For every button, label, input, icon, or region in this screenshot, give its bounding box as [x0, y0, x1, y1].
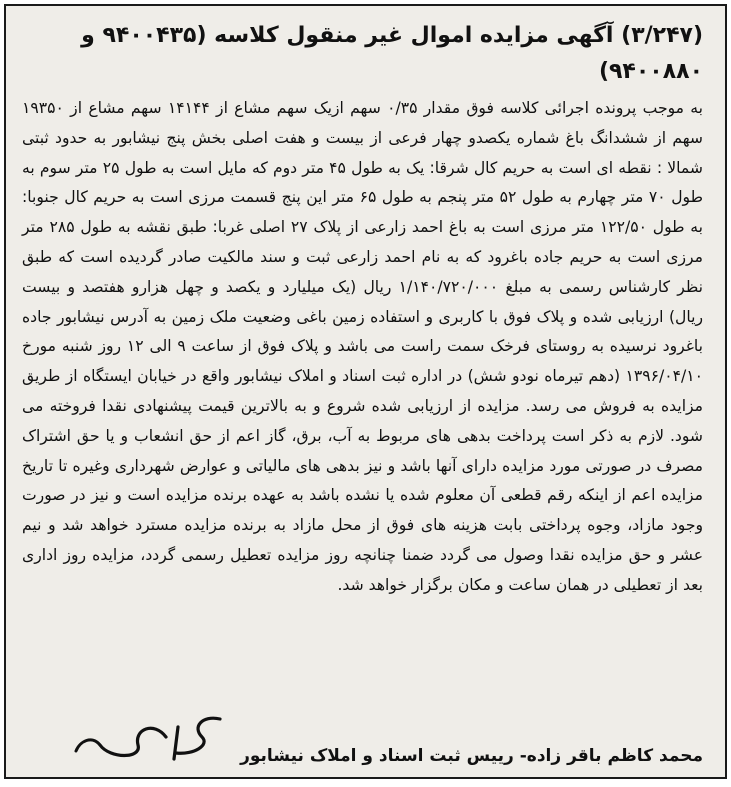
auction-notice: [4, 4, 727, 779]
signatory-line: محمد کاظم باقر زاده- رییس ثبت اسناد و املاک نیشابور: [240, 746, 703, 766]
notice-body: به موجب پرونده اجرائی کلاسه فوق مقدار ۰/۳۵ سهم ازیک سهم مشاع از ۱۴۱۴۴ سهم مشاع از ۱۹۳۵۰ سهم از ششدانگ باغ شماره یکصدو چهار فرعی از بیست و هفت اصلی بخش پنج نیشابور به حدود ثبتی شمالا : نقطه ای است به حریم کال شرقا: یک به طول ۴۵ متر دوم که مایل است به طول ۲۵ متر سوم به طول ۷۰ متر چهارم به طول ۵۲ متر پنجم به طول ۶۵ متر این پنج قسمت مرزی است به حریم کال جنوبا: به طول ۱۲۲/۵۰ متر مرزی است به باغ احمد زارعی از پلاک ۲۷ اصلی غربا: طبق نقشه به طول ۲۸۵ متر مرزی است به حریم جاده باغرود که به نام احمد زارعی ثبت و سند مالکیت صادر گردیده است که طبق نظر کارشناس رسمی به مبلغ ۱/۱۴۰/۷۲۰/۰۰۰ ریال (یک میلیارد و یکصد و چهل هزارو هفتصد و بیست ریال) ارزیابی شده و پلاک فوق با کاربری و استفاده زمین باغی وضعیت ملک زمین به آدرس نیشابور جاده باغرود نرسیده به روستای فرخک سمت راست می باشد و پلاک فوق از ساعت ۹ الی ۱۲ روز شنبه مورخ ۱۳۹۶/۰۴/۱۰ (دهم تیرماه نودو شش) در اداره ثبت اسناد و املاک نیشابور واقع در خیابان ایستگاه از طریق مزایده به فروش می رسد. مزایده از ارزیابی شده شروع و به بالاترین قیمت پیشنهادی نقدا فروخته می شود. لازم به ذکر است پرداخت بدهی های مربوط به آب، برق، گاز اعم از حق انشعاب و یا حق اشتراک مصرف در صورتی مورد مزایده دارای آنها باشد و نیز بدهی های مالیاتی و عوارض شهرداری وغیره تا تاریخ مزایده اعم از اینکه رقم قطعی آن معلوم شده یا نشده باشد به عهده برنده مزایده است و نیز در صورت وجود مازاد، وجوه پرداختی بابت هزینه های فوق از محل مازاد به برنده مزایده مسترد خواهد شد و نیم عشر و حق مزایده نقدا وصول می گردد ضمنا چنانچه روز مزایده تعطیل رسمی گردد، مزایده روز اداری بعد از تعطیلی در همان ساعت و مکان برگزار خواهد شد.: [22, 99, 704, 594]
handwritten-signature-icon: [70, 707, 230, 769]
signature-block: [70, 707, 703, 769]
notice-title: (۳/۲۴۷) آگهی مزایده اموال غیر منقول کلاسه (۹۴۰۰۴۳۵ و ۹۴۰۰۸۸۰): [81, 23, 703, 84]
